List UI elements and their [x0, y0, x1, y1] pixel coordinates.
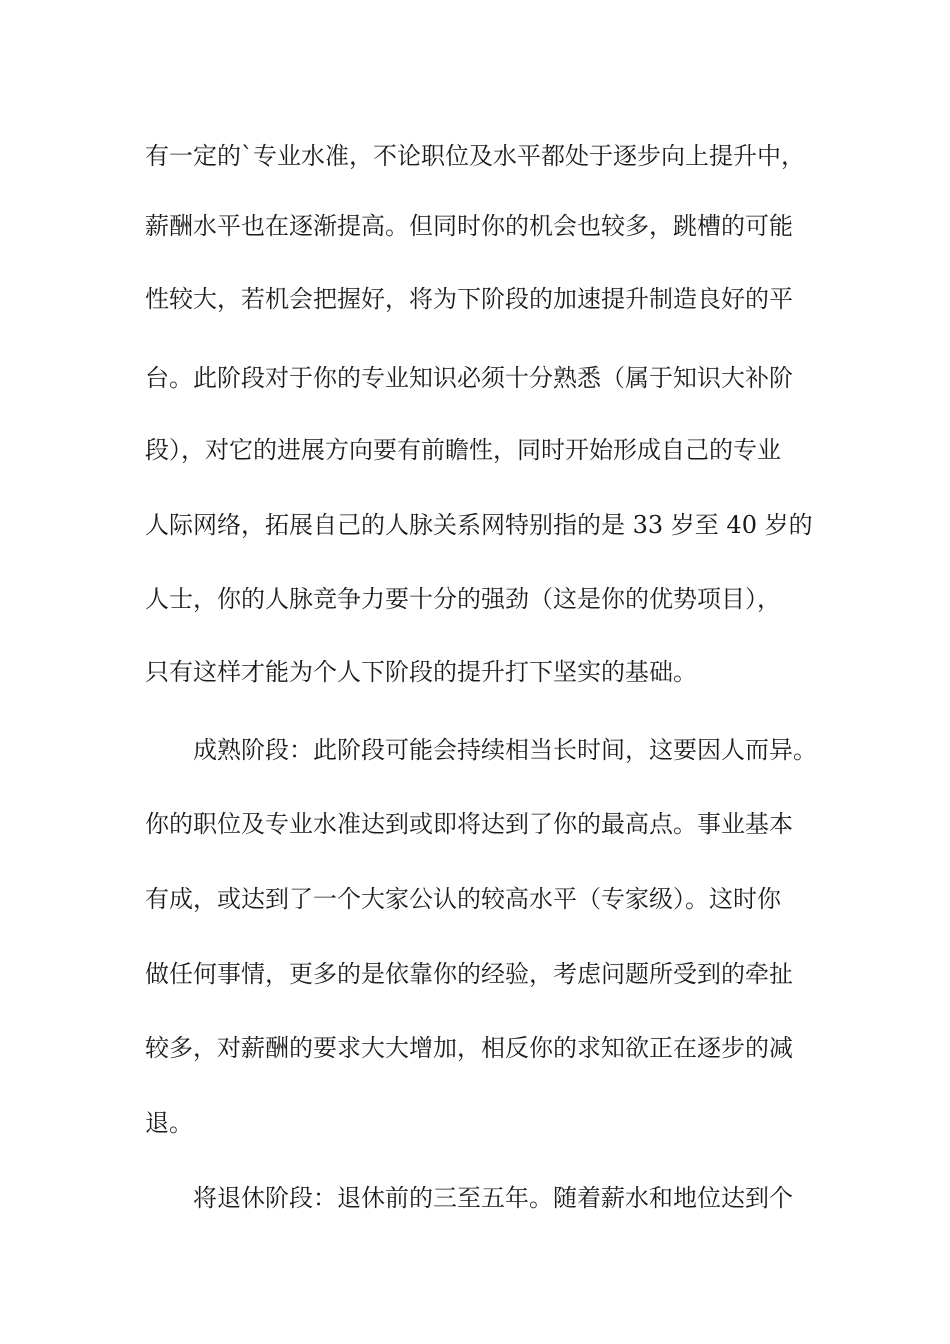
text-line: 较多，对薪酬的要求大大增加，相反你的求知欲正在逐步的减 — [145, 1034, 793, 1062]
text-line: 有一定的`专业水准，不论职位及水平都处于逐步向上提升中， — [145, 142, 805, 170]
text-line: 段），对它的进展方向要有前瞻性，同时开始形成自己的专业 — [145, 436, 781, 464]
text-line: 只有这样才能为个人下阶段的提升打下坚实的基础。 — [145, 658, 697, 686]
text-line: 退。 — [145, 1109, 193, 1137]
paragraph-start-line: 将退休阶段：退休前的三至五年。随着薪水和地位达到个 — [193, 1184, 793, 1212]
text-line: 人际网络，拓展自己的人脉关系网特别指的是 33 岁至 40 岁的 — [145, 511, 813, 539]
text-line: 薪酬水平也在逐渐提高。但同时你的机会也较多，跳槽的可能 — [145, 212, 793, 240]
text-line: 做任何事情，更多的是依靠你的经验，考虑问题所受到的牵扯 — [145, 960, 793, 988]
paragraph-start-line: 成熟阶段：此阶段可能会持续相当长时间，这要因人而异。 — [193, 736, 817, 764]
text-line: 有成，或达到了一个大家公认的较高水平（专家级）。这时你 — [145, 885, 781, 913]
text-line: 你的职位及专业水准达到或即将达到了你的最高点。事业基本 — [145, 810, 793, 838]
text-line: 台。此阶段对于你的专业知识必须十分熟悉（属于知识大补阶 — [145, 364, 793, 392]
text-line: 人士，你的人脉竞争力要十分的强劲（这是你的优势项目）， — [145, 585, 781, 613]
text-line: 性较大，若机会把握好，将为下阶段的加速提升制造良好的平 — [145, 285, 793, 313]
